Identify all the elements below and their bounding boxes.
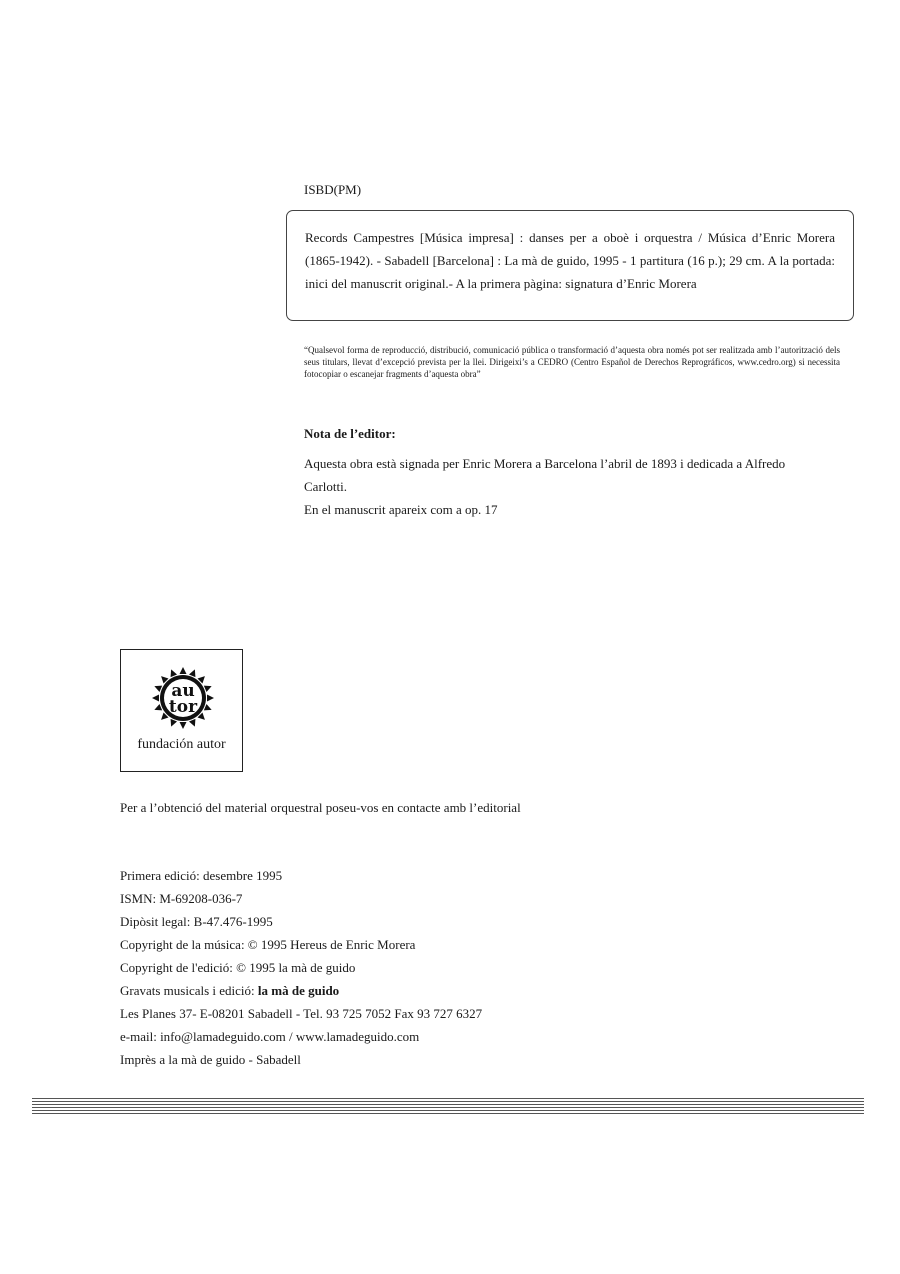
isbd-label: ISBD(PM) <box>304 182 362 197</box>
isbd-record-text: Records Campestres [Música impresa] : danses per a oboè i orquestra / Música d’Enric Morera (1865-1942). - Sabadell [Barcelona] : La mà de guido, 1995 - 1 partitura (16 p.); 29 cm. A la portada: inici del manuscrit original.- A la primera pàgina: signatura d’Enric Morera <box>305 230 835 291</box>
logo-caption: fundación autor <box>137 737 226 752</box>
legal-notice: “Qualsevol forma de reproducció, distribució, comunicació pública o transformació d’aquesta obra només pot ser realitzada amb l’autorització dels seus titulars, llevat d’excepció prevista per la llei. Dirigeixi’s a CEDRO (Centro Español de Derechos Reprográficos, www.cedro.org) si necessita fotocopiar o escanejar fragments d’aquesta obra” <box>304 345 840 379</box>
engraving-label: Gravats musicals i edició: <box>120 983 258 998</box>
editor-note-heading: Nota de l’editor: <box>304 426 396 441</box>
copyright-edition: Copyright de l'edició: © 1995 la mà de guido <box>120 960 356 975</box>
publisher-address: Les Planes 37- E-08201 Sabadell - Tel. 93 725 7052 Fax 93 727 6327 <box>120 1006 483 1021</box>
colophon <box>120 864 482 1071</box>
editor-note-opus: En el manuscrit apareix com a op. 17 <box>304 502 498 517</box>
copyright-music: Copyright de la música: © 1995 Hereus de Enric Morera <box>120 937 416 952</box>
first-edition: Primera edició: desembre 1995 <box>120 868 283 883</box>
material-note: Per a l’obtenció del material orquestral poseu-vos en contacte amb l’editorial <box>120 800 521 815</box>
printed-by: Imprès a la mà de guido - Sabadell <box>120 1052 301 1067</box>
engraving-publisher: la mà de guido <box>257 983 340 998</box>
editor-note-text: Aquesta obra està signada per Enric Morera a Barcelona l’abril de 1893 i dedicada a Alfredo Carlotti. <box>304 456 786 494</box>
legal-deposit: Dipòsit legal: B-47.476-1995 <box>120 914 273 929</box>
fundacion-autor-logo <box>120 649 243 772</box>
publisher-contact: e-mail: info@lamadeguido.com / www.lamadeguido.com <box>120 1029 420 1044</box>
svg-text:tor: tor <box>168 697 198 717</box>
footer-rule <box>32 1098 864 1116</box>
svg-text:au: au <box>171 681 195 701</box>
isbd-record-box <box>286 210 854 321</box>
ismn: ISMN: M-69208-036-7 <box>120 891 243 906</box>
engraving-line <box>120 979 482 1002</box>
